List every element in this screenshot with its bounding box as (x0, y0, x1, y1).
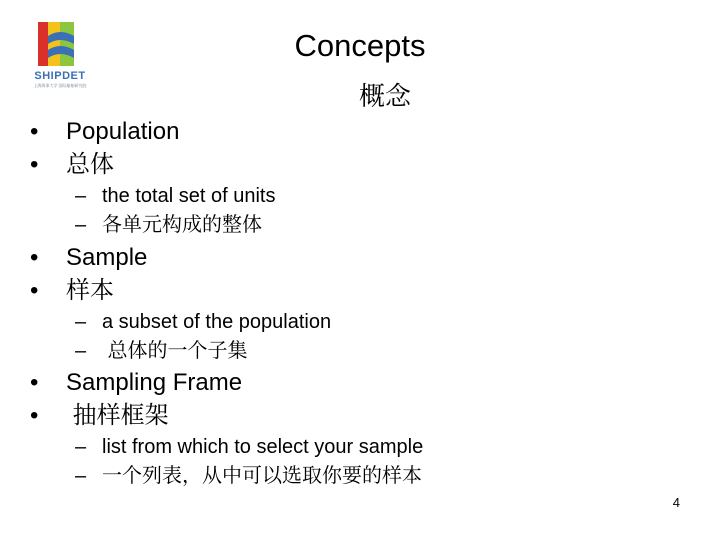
sub-bullet-text: 一个列表，从中可以选取你要的样本 (102, 465, 422, 487)
logo-subtitle: 上海海事大学 国际船舶研究院 (33, 83, 87, 88)
sub-bullet-sample-definition (75, 310, 331, 334)
dash-glyph: – (75, 214, 87, 236)
dash-glyph: – (75, 436, 87, 458)
page-number: 4 (672, 495, 680, 510)
bullet-glyph: • (30, 151, 39, 178)
sub-bullet-population-definition (75, 184, 275, 208)
sub-bullet-text: 总体的一个子集 (102, 340, 248, 362)
bullet-population-zh (30, 151, 114, 179)
bullet-glyph: • (30, 118, 39, 145)
sub-bullet-population-definition-zh (75, 213, 262, 237)
sub-bullet-sampling-frame-definition-zh (75, 464, 422, 488)
dash-glyph: – (75, 340, 87, 362)
dash-glyph: – (75, 465, 87, 487)
bullet-sample (30, 244, 147, 272)
sub-bullet-text: 各单元构成的整体 (102, 214, 262, 236)
sub-bullet-text: a subset of the population (102, 311, 332, 333)
logo-mark-icon (28, 20, 88, 70)
dash-glyph: – (75, 311, 87, 333)
bullet-sampling-frame-zh (30, 402, 169, 430)
bullet-sampling-frame (30, 369, 242, 397)
sub-bullet-text: list from which to select your sample (102, 436, 424, 458)
bullet-sample-zh (30, 277, 114, 305)
bullet-text: Sampling Frame (66, 369, 243, 396)
bullet-glyph: • (30, 369, 39, 396)
sub-bullet-sample-definition-zh (75, 339, 248, 363)
sub-bullet-text: the total set of units (102, 185, 276, 207)
dash-glyph: – (75, 185, 87, 207)
bullet-population (30, 118, 179, 146)
bullet-glyph: • (30, 244, 39, 271)
bullet-glyph: • (30, 277, 39, 304)
slide-title-chinese: 概念 (358, 82, 411, 112)
bullet-text: 总体 (66, 151, 114, 178)
bullet-text: 抽样框架 (66, 402, 169, 429)
logo-name: SHIPDET (34, 70, 86, 82)
bullet-text: Population (66, 118, 180, 145)
bullet-text: Sample (66, 244, 148, 271)
bullet-glyph: • (30, 402, 39, 429)
sub-bullet-sampling-frame-definition (75, 435, 423, 459)
slide-title: Concepts (294, 28, 426, 63)
bullet-text: 样本 (66, 277, 114, 304)
